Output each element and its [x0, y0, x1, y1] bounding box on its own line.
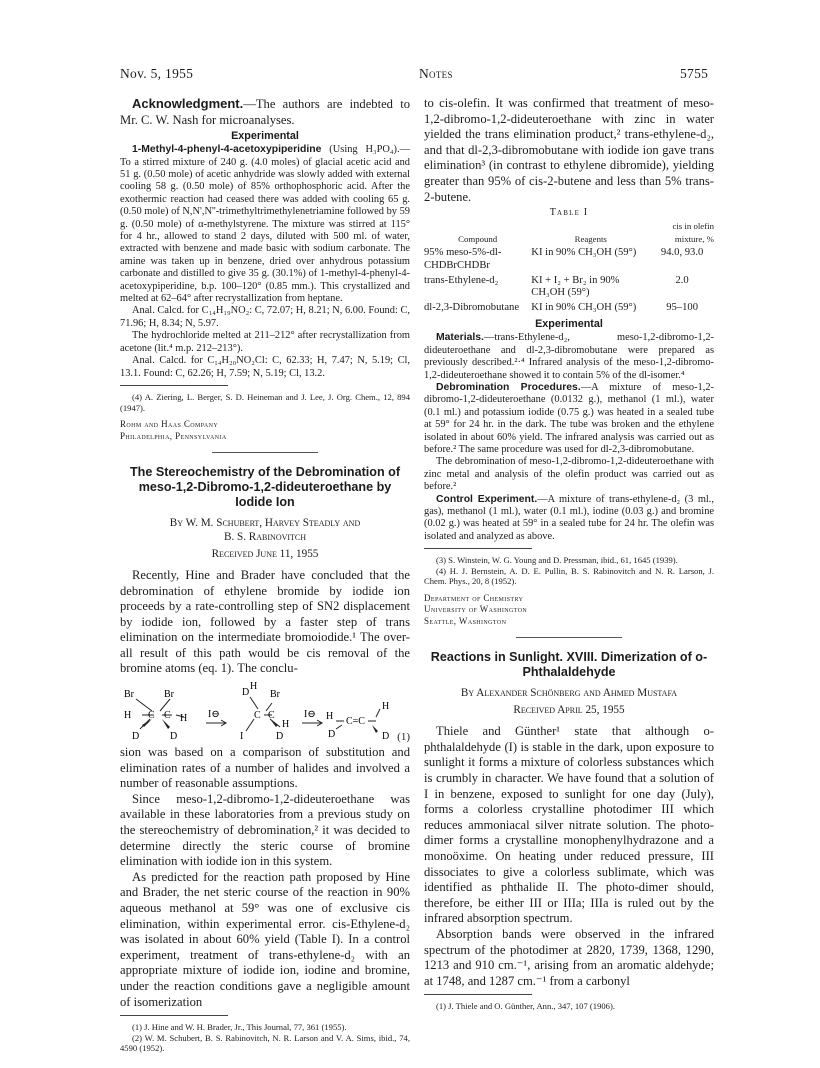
- acknowledgment-paragraph: [120, 96, 410, 128]
- table-cell-value: 2.0: [675, 274, 689, 286]
- footnote-4-right: (4) H. J. Bernstein, A. D. E. Pullin, B. S. Rabinovitch and N. R. Larson, J. Chem. Phys., 20, 8 (1952).: [424, 565, 714, 587]
- article-title-debromination: The Stereochemistry of the Debromination of meso-1,2-Dibromo-1,2-dideuteroethane by Iodide Ion: [129, 464, 401, 509]
- received-date: Received June 11, 1955: [211, 547, 319, 560]
- materials-paragraph: [424, 332, 714, 382]
- eq-h-4: H: [282, 719, 290, 731]
- eq-h-1: H: [124, 710, 132, 722]
- control-heading: Control Experiment.: [436, 493, 538, 505]
- footnote-1-left: (1) J. Hine and W. H. Brader, Jr., This Journal, 77, 361 (1955).: [132, 1022, 347, 1033]
- affiliation-line-2: Philadelphia, Pennsylvania: [120, 430, 227, 441]
- prediction-paragraph: As predicted for the reaction path proposed by Hine and Brader, the net steric course of the reaction in 90% aqueous methanol at 59° was one of exclusive cis elimination, within experimental error. cis-Ethylene-d₂ was isolated in about 60% yield (Table I). In a control experiment, treatment of trans-ethylene-d₂ with an appropriate mixture of iodide ion, iodine and bromine, under the reaction conditions gave a negligible amount of isomerization: [120, 869, 410, 1009]
- table-cell-compound: trans-Ethylene-d₂: [424, 274, 499, 286]
- left-column: [120, 96, 410, 1054]
- affiliation-right-2: University of Washington: [424, 604, 528, 615]
- zinc-paragraph: The debromination of meso-1,2-dibromo-1,2-dideuteroethane with zinc metal and analysis of the olefin product was carried out as before.²: [424, 456, 714, 493]
- continuation-paragraph: to cis-olefin. It was confirmed that treatment of meso-1,2-dibromo-1,2-dideuteroethane with zinc in water yielded the trans elimination product,² trans-ethylene-d₂, and that dl-2,3-dibromobutane with iodide ion gave trans elimination³ (in contrast to ethylene dibromide), yielding greater than 95% of cis-2-butene and less than 5% trans-2-butene.: [424, 96, 714, 204]
- affiliation-right-3: Seattle, Washington: [424, 615, 507, 626]
- received-date-right: Received April 25, 1955: [513, 704, 625, 717]
- affiliation-right-1: Department of Chemistry: [424, 593, 524, 603]
- table-cell-reagents: KI + I₂ + Br₂ in 90% CH₃OH (59°): [531, 274, 620, 299]
- eq-arrow-label-1: I⊖: [208, 709, 220, 721]
- table-cell-reagents: KI in 90% CH₃OH (59°): [531, 301, 637, 313]
- control-text: —A mixture of trans-ethylene-d₂ (3 ml., gas), methanol (1 ml.), water (0.1 ml.), iodine (0.03 g.) and bromine (0.02 g.) was heated at 59° in a sealed tube for 24 hr. The olefin was isolated and analyzed as above.: [424, 493, 714, 542]
- eq-c-1: C: [148, 710, 155, 722]
- equation-number: (1): [397, 731, 410, 744]
- experimental-heading-right: Experimental: [535, 318, 603, 331]
- table-row: [424, 247, 714, 274]
- table-header-row: [424, 220, 714, 247]
- eq-h-5: H: [326, 711, 334, 723]
- table-header-compound: Compound: [458, 233, 498, 244]
- thiele-paragraph: Thiele and Günther¹ state that although o-phthalaldehyde (I) is stable in the dark, upon exposure to sunlight it forms a mixture of colorless substances which is crumbly in character. We have found that a solution of I in benzene, exposed to sunlight for one day (July), forms a colorless crystalline photodimer III which reduces ammoniacal silver nitrate solution. The photo-dimer forms a crystalline monophenylhydrazone and a monoöxime. On heating under reduced pressure, III dissociates to give a colorless sublimate, which was identified as phthalide II. The photo-dimer should, therefore, be either III or IIIa; IIIa is ruled out by the infrared absorption spectrum.: [424, 724, 714, 926]
- eq-d-5: D: [328, 729, 336, 741]
- header-section: Notes: [419, 66, 453, 81]
- eq-d-4: D: [276, 731, 284, 743]
- conclusion-paragraph: sion was based on a comparison of substitution and elimination rates of a number of halides and involved a number of reasonable assumptions.: [120, 745, 410, 791]
- table-cell-compound: dl-2,3-Dibromobutane: [424, 301, 520, 313]
- table-header-reagents: Reagents: [574, 233, 607, 244]
- byline-line-1: By W. M. Schubert, Harvey Steadly and: [169, 516, 361, 529]
- header-page-number: 5755: [680, 66, 709, 81]
- eq-d-3: D: [242, 687, 250, 699]
- footnote-2-left: (2) W. M. Schubert, B. S. Rabinovitch, N. R. Larson and V. A. Sims, ibid., 74, 4590 (1952).: [120, 1032, 410, 1054]
- affiliation-line-1: Rohm and Haas Company: [120, 419, 219, 430]
- footnote-rule-right-2: [424, 994, 532, 995]
- analysis-1: Anal. Calcd. for C₁₄H₁₉NO₂: C, 72.07; H, 8.21; N, 6.00. Found: C, 71.96; H, 8.34; N, 5.97.: [120, 305, 410, 329]
- footnote-3-right: (3) S. Winstein, W. G. Young and D. Pressman, ibid., 61, 1645 (1939).: [436, 555, 678, 566]
- footnote-rule-right: [424, 548, 532, 549]
- preparation-paragraph: [120, 144, 410, 305]
- footnote-1-right: (1) J. Thiele and O. Günther, Ann., 347, 107 (1906).: [436, 1001, 615, 1012]
- acknowledgment-text: —The authors are indebted to Mr. C. W. Nash for microanalyses.: [120, 97, 410, 127]
- right-column: [424, 96, 714, 1012]
- eq-c-3: C: [254, 710, 261, 722]
- eq-br-2: Br: [164, 689, 174, 701]
- table-title: Table I: [549, 207, 589, 219]
- article-separator: [212, 452, 318, 453]
- absorption-paragraph: Absorption bands were observed in the infrared spectrum of the photodimer at 2820, 1739, 1368, 1290, 1213 and 910 cm.⁻¹, arising from an aromatic aldehyde; at 1748, and 1287 cm.⁻¹ from a carbonyl: [424, 926, 714, 988]
- table-cell-value: 95–100: [666, 301, 698, 313]
- preparation-text: To a stirred mixture of 240 g. (4.0 moles) of glacial acetic acid and 51 g. (0.50 mole) of acetic anhydride was slowly added with external cooling 58 g. (0.50 mole) of 85% orthophosphoric acid. After the exothermic reaction had ceased there was added with cooling 65 g. (0.50 mole) of N,N',N''-trimethyltrimethylenetriamine followed by 59 g. (0.50 mole) of α-methylstyrene. The mixture was stirred at 115° for 4 hr., allowed to stand 2 days, diluted with 500 ml. of water, extracted with benzene and made basic with sodium carbonate. The amine was taken up in benzene, dried over anhydrous potassium carbonate and distilled to give 35 g. (30.1%) of 1-methyl-4-phenyl-4-acetoxypiperidine, b.p. 100–120° (0.85 mm.). This crystallized and melted at 62–64° after recrystallization from heptane.: [120, 156, 410, 305]
- footnote-rule-2: [120, 1015, 228, 1016]
- experimental-heading-left: Experimental: [231, 130, 299, 143]
- footnote-4-left: (4) A. Ziering, L. Berger, S. D. Heineman and J. Lee, J. Org. Chem., 12, 894 (1947).: [120, 391, 410, 413]
- eq-ceq: C=C: [346, 716, 365, 728]
- intro-paragraph: Recently, Hine and Brader have concluded that the debromination of ethylene bromide by iodide ion proceeds by a rate-controlling step of SN2 displacement by iodide ion, followed by a faster step of trans elimination on the intermediate bromoiodide.¹ The over-all result of this path would be cis removal of the bromine atoms (eq. 1). The conclu-: [120, 567, 410, 676]
- eq-h-6: H: [382, 701, 390, 713]
- reaction-scheme: [120, 681, 410, 743]
- eq-h-2: H: [180, 713, 188, 725]
- materials-heading: Materials.: [436, 332, 484, 344]
- article-title-phthalaldehyde: Reactions in Sunlight. XVIII. Dimerization of o-Phthalaldehyde: [430, 650, 708, 680]
- byline-line-2: B. S. Rabinovitch: [223, 530, 307, 543]
- eq-d-1: D: [132, 731, 140, 743]
- analysis-2: Anal. Calcd. for C₁₄H₂₀NO₂Cl: C, 62.33; H, 7.47; N, 5.19; Cl, 13.1. Found: C, 62.26; H, 7.59; N, 5.19; Cl, 13.2.: [120, 355, 410, 379]
- table-cell-compound: 95% meso-5%-dl-CHDBrCHDBr: [424, 247, 502, 271]
- table-1: [424, 220, 714, 316]
- eq-d-2: D: [170, 731, 178, 743]
- reaction-equation: [120, 681, 410, 743]
- acknowledgment-heading: Acknowledgment.: [132, 96, 244, 111]
- eq-h-3: H: [250, 681, 258, 693]
- hydrochloride-paragraph: The hydrochloride melted at 211–212° after recrystallization from acetone (lit.⁴ m.p. 212–213°).: [120, 330, 410, 354]
- eq-br-1: Br: [124, 689, 134, 701]
- footnote-rule: [120, 385, 228, 386]
- debromination-heading: Debromination Procedures.: [436, 381, 581, 393]
- meso-paragraph: Since meso-1,2-dibromo-1,2-dideuteroethane was available in these laboratories from a previous study on the stereochemistry of debromination,² it was decided to determine directly the steric course of bromine elimination with iodide ion in this system.: [120, 791, 410, 869]
- eq-c-4: C: [268, 710, 275, 722]
- table-row: [424, 275, 714, 302]
- control-paragraph: [424, 494, 714, 544]
- eq-br-3: Br: [270, 689, 280, 701]
- byline-right: By Alexander Schönberg and Ahmed Mustafa: [460, 687, 678, 700]
- eq-c-2: C: [164, 710, 171, 722]
- header-date: Nov. 5, 1955: [120, 66, 194, 81]
- eq-d-6: D: [382, 731, 390, 743]
- table-cell-value: 94.0, 93.0: [660, 247, 704, 259]
- preparation-heading: 1-Methyl-4-phenyl-4-acetoxypiperidine: [132, 144, 322, 156]
- article-separator-right: [516, 637, 622, 638]
- eq-arrow-label-2: I⊖: [304, 709, 316, 721]
- eq-i: I: [240, 731, 244, 743]
- debromination-paragraph: [424, 382, 714, 456]
- table-cell-reagents: KI in 90% CH₃OH (59°): [531, 247, 637, 259]
- table-row: [424, 302, 714, 317]
- debromination-text: —A mixture of meso-1,2-dibromo-1,2-dideuteroethane (0.0132 g.), methanol (1 ml.), water (0.1 ml.) and potassium iodide (0.75 g.) was heated in a sealed tube at 59° for 24 hr. in the dark. The tube was broken and the ethylene isolated in about 60% yield. The infrared analysis was carried out as before.² The same procedure was used for dl-2,3-dibromobutane.: [424, 381, 714, 455]
- table-header-cis: cis in olefin mixture, %: [672, 221, 714, 244]
- preparation-using: (Using H₃PO₄).—: [321, 144, 410, 156]
- materials-text: —trans-Ethylene-d₂, meso-1,2-dibromo-1,2-dideuteroethane and dl-2,3-dibromobutane were prepared as previously described.²·⁴ Infrared analysis of the meso-1,2-dibromo-1,2-dideuteroethane showed it to contain 5% of the dl-isomer.⁴: [424, 332, 714, 381]
